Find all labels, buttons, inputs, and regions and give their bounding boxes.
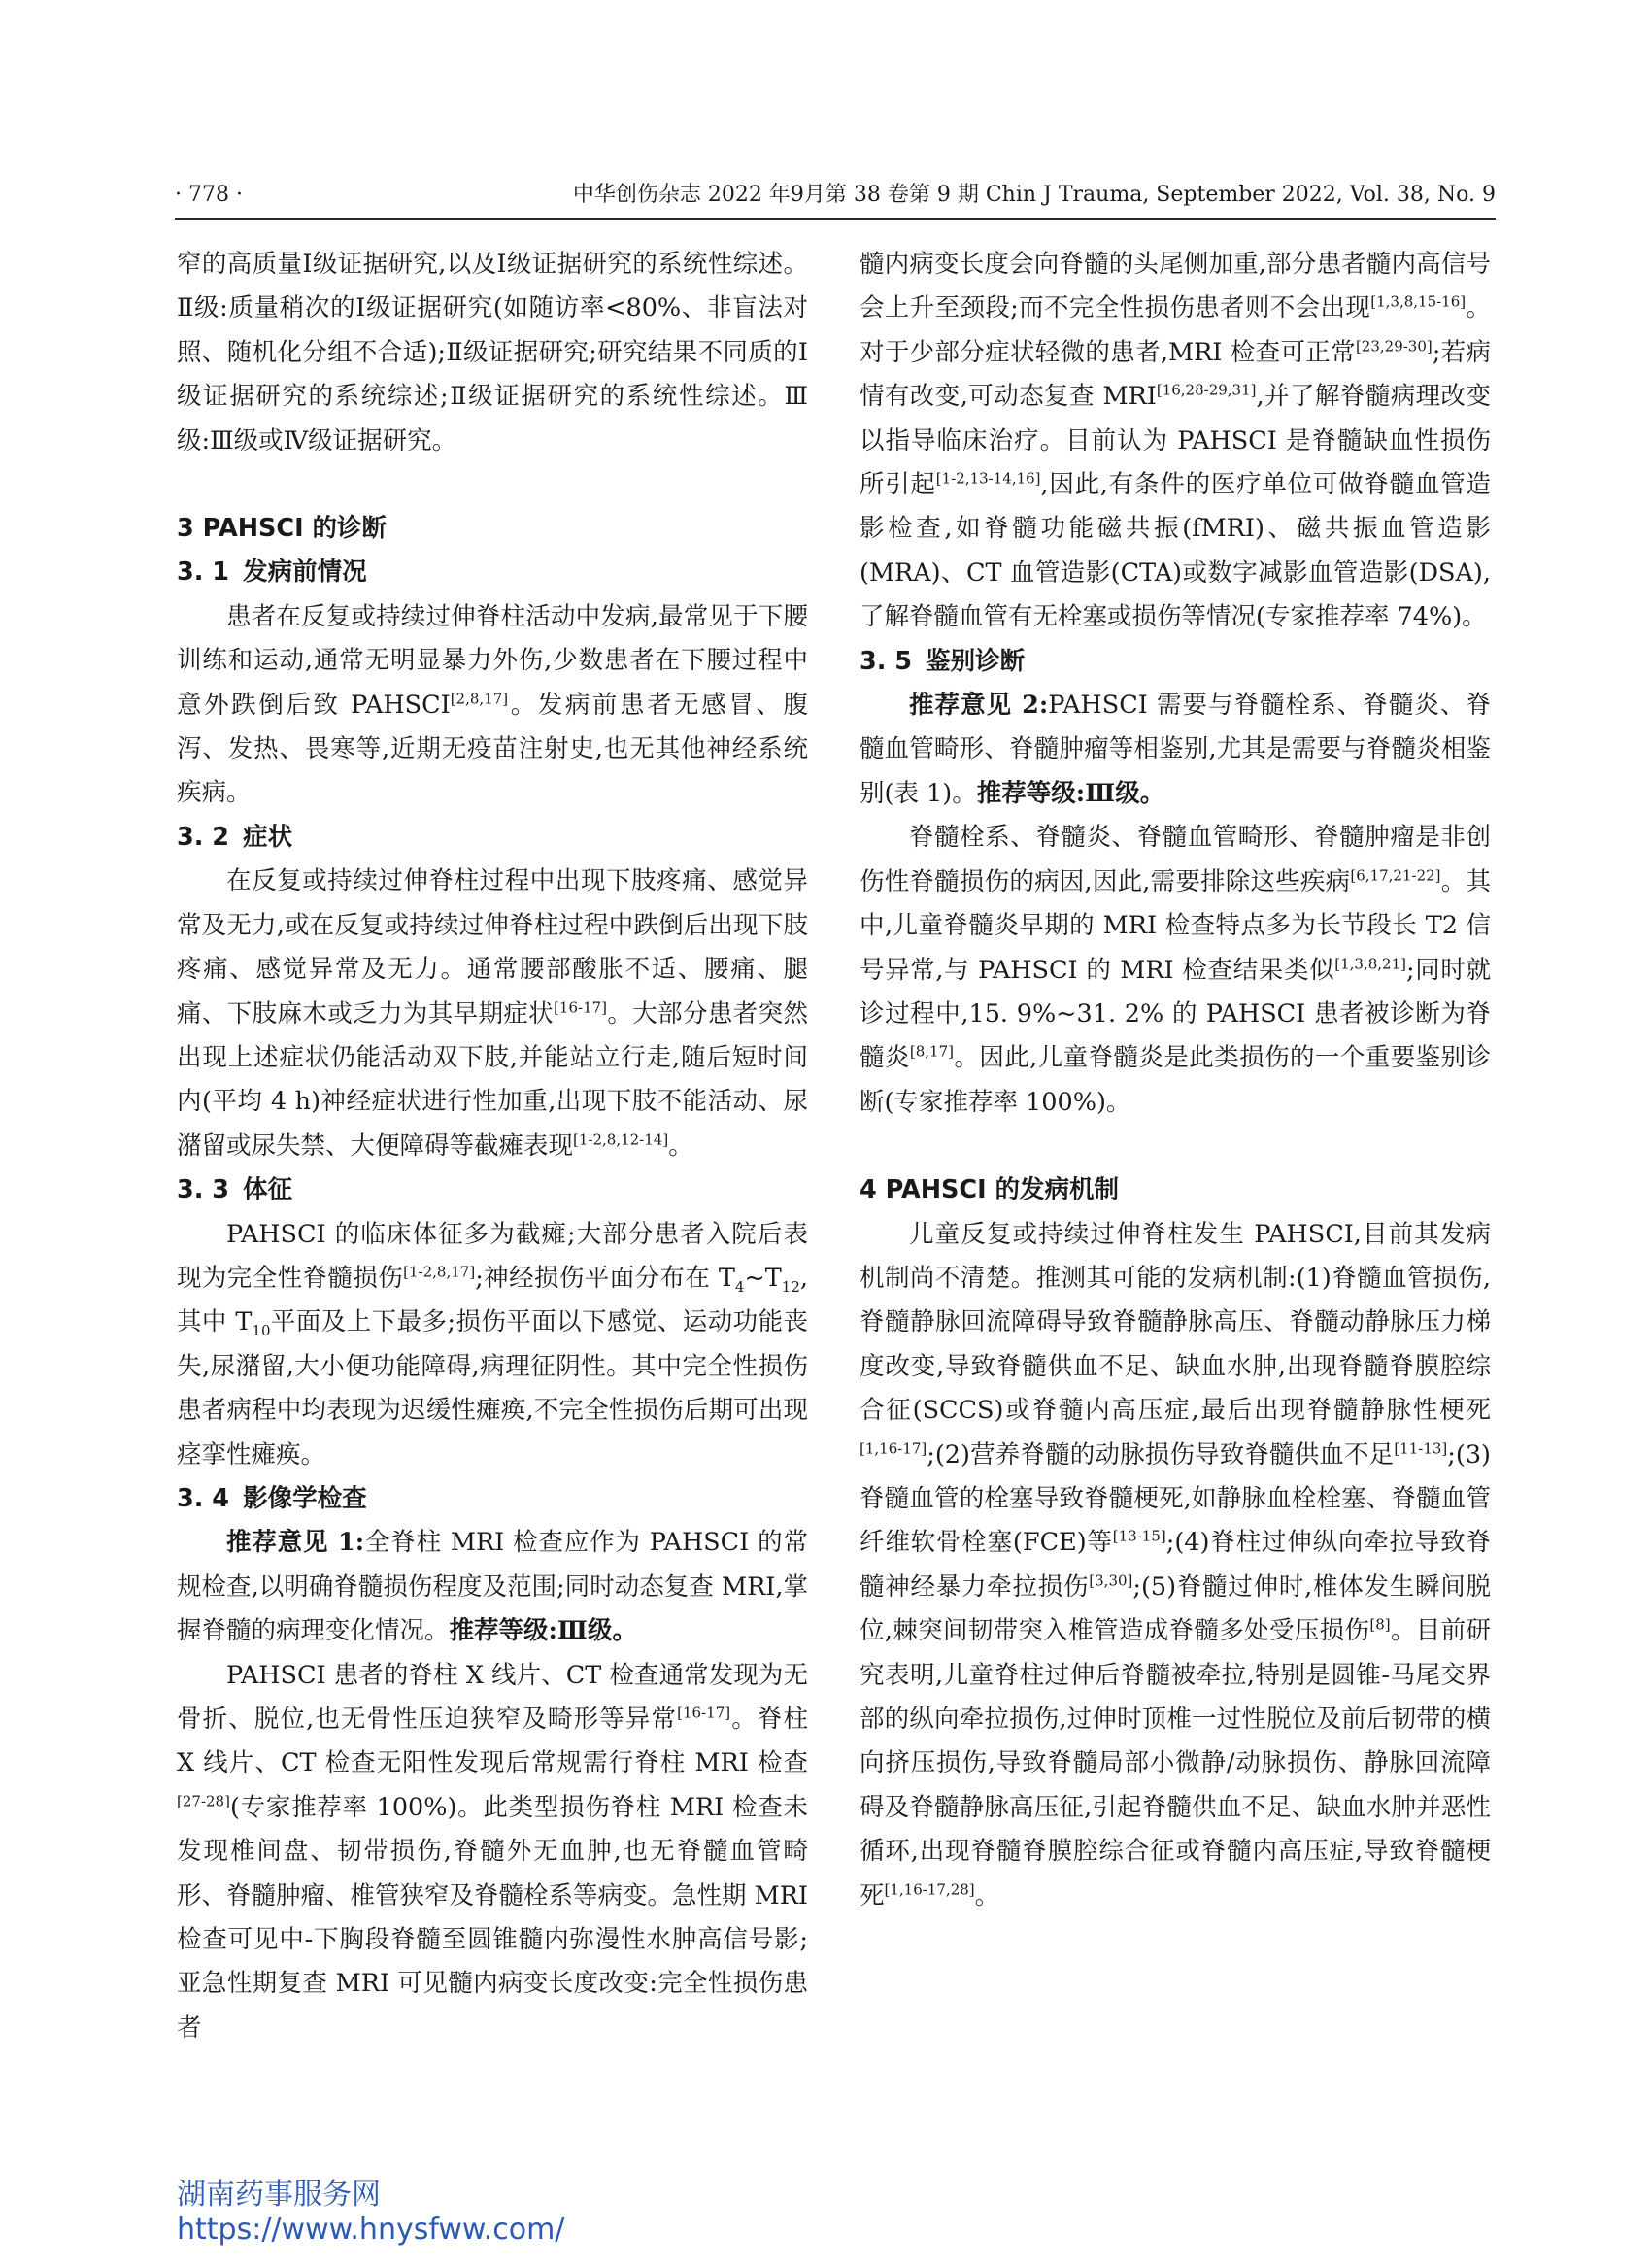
citation: [16-17] xyxy=(554,998,608,1016)
section-heading-3: 3 PAHSCI 的诊断 xyxy=(177,514,387,544)
subsection-heading-3-3: 3. 3 体征 xyxy=(177,1175,293,1205)
watermark xyxy=(177,2178,564,2247)
page-number: · 778 · xyxy=(175,183,243,207)
subsection-heading-3-1: 3. 1 发病前情况 xyxy=(177,558,367,588)
paragraph-differential: 脊髓栓系、脊髓炎、脊髓血管畸形、脊髓肿瘤是非创伤性脊髓损伤的病因,因此,需要排除这些疾病[6,17,21-22]。其中,儿童脊髓炎早期的 MRI 检查特点多为长节段长 T2 信号异常,与 PAHSCI 的 MRI 检查结果类似[1,3,8,21];同时就诊过程中,15. 9%~31. 2% 的 PAHSCI 患者被诊断为脊髓炎[8,17]。因此,儿童脊髓炎是此类损伤的一个重要鉴别诊断(专家推荐率 100%)。 xyxy=(860,823,1492,1117)
section-heading-4: 4 PAHSCI 的发病机制 xyxy=(860,1175,1119,1205)
subsection-heading-3-4: 3. 4 影像学检查 xyxy=(177,1483,367,1513)
citation: [1-2,13-14,16] xyxy=(935,469,1041,488)
paragraph-symptoms: 在反复或持续过伸脊柱过程中出现下肢疼痛、感觉异常及无力,或在反复或持续过伸脊柱过程中跌倒后出现下肢疼痛、感觉异常及无力。通常腰部酸胀不适、腰痛、腿痛、下肢麻木或乏力为其早期症状[16-17]。大部分患者突然出现上述症状仍能活动双下肢,并能站立行走,随后短时间内(平均 4 h)神经症状进行性加重,出现下肢不能活动、尿潴留或尿失禁、大便障碍等截瘫表现[1-2,8,12-14]。 xyxy=(177,866,808,1161)
recommendation-1: 推荐意见 1:全脊柱 MRI 检查应作为 PAHSCI 的常规检查,以明确脊髓损伤程度及范围;同时动态复查 MRI,掌握脊髓的病理变化情况。推荐等级:Ⅲ级。 xyxy=(177,1528,808,1646)
watermark-url: https://www.hnysfww.com/ xyxy=(177,2213,565,2247)
subsection-heading-3-2: 3. 2 症状 xyxy=(177,822,293,852)
header-rule xyxy=(175,218,1496,220)
citation: [23,29-30] xyxy=(1355,337,1433,355)
citation: [11-13] xyxy=(1394,1439,1448,1458)
paragraph-imaging-cont: 髓内病变长度会向脊髓的头尾侧加重,部分患者髓内高信号会上升至颈段;而不完全性损伤患者则不会出现[1,3,8,15-16]。对于少部分症状轻微的患者,MRI 检查可正常[23,29-30];若病情有改变,可动态复查 MRI[16,28-29,31],并了解脊髓病理改变以指导临床治疗。目前认为 PAHSCI 是脊髓缺血性损伤所引起[1-2,13-14,16],因此,有条件的医疗单位可做脊髓血管造影检查,如脊髓功能磁共振(fMRI)、磁共振血管造影(MRA)、CT 血管造影(CTA)或数字减影血管造影(DSA),了解脊髓血管有无栓塞或损伤等情况(专家推荐率 74%)。 xyxy=(860,250,1491,632)
citation: [6,17,21-22] xyxy=(1350,866,1441,885)
paragraph-signs: PAHSCI 的临床体征多为截瘫;大部分患者入院后表现为完全性脊髓损伤[1-2,8,17];神经损伤平面分布在 $T_4\sim T_{12}$,其中 $T_{10}$平面及上下最多;损伤平面以下感觉、运动功能丧失,尿潴留,大小便功能障碍,病理征阴性。其中完全性损伤患者病程中均表现为迟缓性瘫痪,不完全性损伤后期可出现痉挛性瘫痪。 xyxy=(177,1219,808,1470)
citation: [8,17] xyxy=(909,1042,954,1061)
citation: [3,30] xyxy=(1089,1571,1133,1590)
citation: [1-2,8,17] xyxy=(403,1263,476,1281)
subsection-heading-3-5: 3. 5 鉴别诊断 xyxy=(860,646,1026,676)
citation: [1,16-17,28] xyxy=(884,1880,975,1899)
paragraph-mechanism: 儿童反复或持续过伸脊柱发生 PAHSCI,目前其发病机制尚不清楚。推测其可能的发病机制:(1)脊髓血管损伤,脊髓静脉回流障碍导致脊髓静脉高压、脊髓动静脉压力梯度改变,导致脊髓供血不足、缺血水肿,出现脊髓脊膜腔综合征(SCCS)或脊髓内高压症,最后出现脊髓静脉性梗死[1,16-17];(2)营养脊髓的动脉损伤导致脊髓供血不足[11-13];(3)脊髓血管的栓塞导致脊髓梗死,如静脉血栓栓塞、脊髓血管纤维软骨栓塞(FCE)等[13-15];(4)脊柱过伸纵向牵拉导致脊髓神经暴力牵拉损伤[3,30];(5)脊髓过伸时,椎体发生瞬间脱位,棘突间韧带突入椎管造成脊髓多处受压损伤[8]。目前研究表明,儿童脊柱过伸后脊髓被牵拉,特别是圆锥-马尾交界部的纵向牵拉损伤,过伸时顶椎一过性脱位及前后韧带的横向挤压损伤,导致脊髓局部小微静/动脉损伤、静脉回流障碍及脊髓静脉高压征,引起脊髓供血不足、缺血水肿并恶性循环,出现脊髓脊膜腔综合征或脊髓内高压症,导致脊髓梗死[1,16-17,28]。 xyxy=(860,1219,1491,1910)
right-column xyxy=(860,243,1491,1918)
citation: [27-28] xyxy=(177,1792,230,1810)
citation: [1,3,8,15-16] xyxy=(1370,292,1467,311)
citation: [2,8,17] xyxy=(450,690,509,708)
recommendation-2: 推荐意见 2:PAHSCI 需要与脊髓栓系、脊髓炎、脊髓血管畸形、脊髓肿瘤等相鉴别,尤其是需要与脊髓炎相鉴别(表 1)。推荐等级:Ⅲ级。 xyxy=(860,691,1491,808)
citation: [1-2,8,12-14] xyxy=(573,1131,669,1149)
citation: [8] xyxy=(1369,1615,1391,1634)
paragraph-onset: 患者在反复或持续过伸脊柱活动中发病,最常见于下腰训练和运动,通常无明显暴力外伤,少数患者在下腰过程中意外跌倒后致 PAHSCI[2,8,17]。发病前患者无感冒、腹泻、发热、畏寒等,近期无疫苗注射史,也无其他神经系统疾病。 xyxy=(177,601,808,808)
citation: [13-15] xyxy=(1112,1527,1166,1545)
left-column xyxy=(177,243,808,2050)
paragraph-evidence-levels: 窄的高质量Ⅰ级证据研究,以及Ⅰ级证据研究的系统性综述。Ⅱ级:质量稍次的Ⅰ级证据研究(如随访率<80%、非盲法对照、随机化分组不合适);Ⅱ级证据研究;研究结果不同质的Ⅰ级证据研究的系统综述;Ⅱ级证据研究的系统性综述。Ⅲ级:Ⅲ级或Ⅳ级证据研究。 xyxy=(177,250,808,456)
citation: [16-17] xyxy=(677,1704,731,1722)
citation: [1,3,8,21] xyxy=(1334,955,1406,972)
journal-citation: 中华创伤杂志 2022 年9月第 38 卷第 9 期 Chin J Trauma, September 2022, Vol. 38, No. 9 xyxy=(572,183,1496,207)
paragraph-imaging: PAHSCI 患者的脊柱 X 线片、CT 检查通常发现为无骨折、脱位,也无骨性压迫狭窄及畸形等异常[16-17]。脊柱 X 线片、CT 检查无阳性发现后常规需行脊柱 MRI 检查[27-28](专家推荐率 100%)。此类型损伤脊柱 MRI 检查未发现椎间盘、韧带损伤,脊髓外无血肿,也无脊髓血管畸形、脊髓肿瘤、椎管狭窄及脊髓栓系等病变。急性期 MRI 检查可见中-下胸段脊髓至圆锥髓内弥漫性水肿高信号影;亚急性期复查 MRI 可见髓内病变长度改变:完全性损伤患者 xyxy=(177,1660,808,2043)
citation: [16,28-29,31] xyxy=(1156,381,1257,399)
running-header xyxy=(175,181,1496,210)
watermark-site-name: 湖南药事服务网 xyxy=(177,2178,381,2212)
citation: [1,16-17] xyxy=(860,1439,927,1458)
